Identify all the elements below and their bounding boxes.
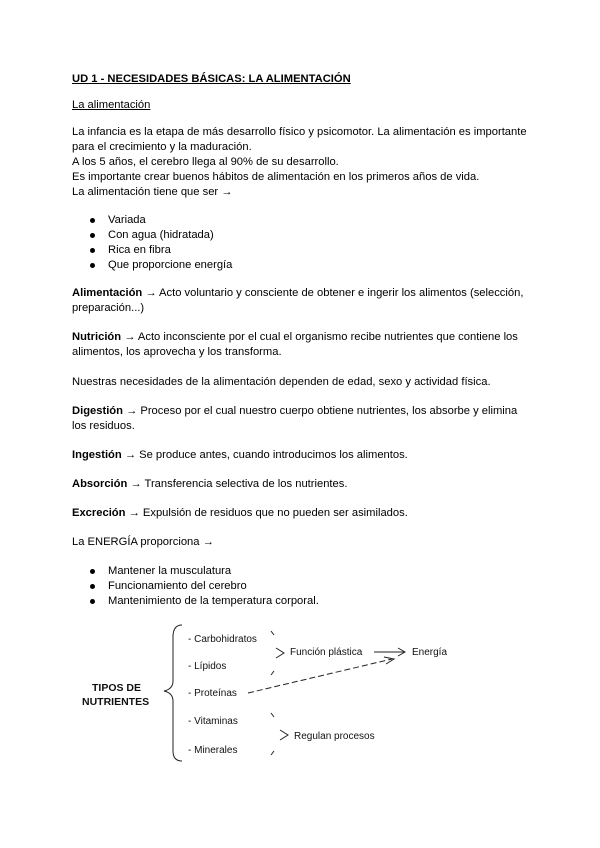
process-text: → Transferencia selectiva de los nutrientes. [127, 478, 348, 490]
section-title: La alimentación [72, 99, 151, 111]
nutrient-minerales: - Minerales [188, 745, 238, 756]
chevron-right-icon [280, 730, 288, 740]
energy-intro: La ENERGÍA proporciona → [72, 536, 214, 548]
list-item: Que proporcione energía [88, 258, 232, 273]
nutrient-carbohidratos: - Carbohidratos [188, 634, 257, 645]
lower-group-marks [271, 713, 274, 755]
intro-paragraph-2: A los 5 años, el cerebro llega al 90% de su desarrollo. [72, 156, 339, 168]
intro-paragraph-3: Es importante crear buenos hábitos de alimentación en los primeros años de vida. [72, 171, 480, 183]
arrow-head-icon [384, 657, 394, 664]
diagram-root-line1: TIPOS DE [92, 682, 142, 694]
process-ingestion [72, 448, 532, 463]
process-text: → Expulsión de residuos que no pueden ser asimilados. [125, 507, 408, 519]
document-title: UD 1 - NECESIDADES BÁSICAS: LA ALIMENTACIÓN [72, 73, 351, 85]
process-text: → Se produce antes, cuando introducimos los alimentos. [121, 449, 408, 461]
chevron-right-icon [276, 648, 284, 658]
energy-label: Energía [412, 647, 448, 658]
proteins-to-energy-arrow [248, 659, 392, 693]
process-term: Excreción [72, 507, 126, 519]
process-term: Ingestión [72, 449, 122, 461]
upper-group-marks [271, 631, 274, 675]
diagram-root-line2: NUTRIENTES [82, 696, 150, 708]
list-item: Rica en fibra [88, 243, 232, 258]
energy-list [88, 564, 319, 609]
definition-text: → Acto inconsciente por el cual el organismo recibe nutrientes que contiene los alimentos, los aprovecha y los transforma. [72, 331, 518, 358]
nutrient-lipidos: - Lípidos [188, 661, 227, 672]
definition-text: → Acto voluntario y consciente de obtener e ingerir los alimentos (selección, preparación...) [72, 287, 524, 314]
list-item: Con agua (hidratada) [88, 228, 232, 243]
definition-term: Alimentación [72, 287, 143, 299]
function-plastic-label: Función plástica [290, 647, 363, 658]
intro-paragraph-1: La infancia es la etapa de más desarrollo físico y psicomotor. La alimentación es importante para el crecimiento y la maduración. [72, 126, 527, 153]
definition-term: Nutrición [72, 331, 122, 343]
process-absorcion [72, 477, 532, 492]
definition-nutricion [72, 330, 532, 360]
regulate-label: Regulan procesos [294, 731, 375, 742]
food-traits-list [88, 213, 232, 273]
nutrient-vitaminas: - Vitaminas [188, 716, 238, 727]
list-item: Mantenimiento de la temperatura corporal. [88, 594, 319, 609]
process-term: Digestión [72, 405, 123, 417]
list-item: Mantener la musculatura [88, 564, 319, 579]
list-item: Variada [88, 213, 232, 228]
intro-paragraph-4: La alimentación tiene que ser → [72, 186, 233, 198]
process-text: → Proceso por el cual nuestro cuerpo obtiene nutrientes, los absorbe y elimina los residuos. [72, 405, 518, 432]
process-excrecion [72, 506, 532, 521]
nutrients-diagram [60, 615, 480, 775]
process-term: Absorción [72, 478, 128, 490]
main-brace [164, 625, 182, 761]
needs-paragraph: Nuestras necesidades de la alimentación dependen de edad, sexo y actividad física. [72, 376, 491, 388]
nutrient-proteinas: - Proteínas [188, 688, 237, 699]
process-digestion [72, 404, 532, 434]
definition-alimentacion [72, 286, 532, 316]
list-item: Funcionamiento del cerebro [88, 579, 319, 594]
